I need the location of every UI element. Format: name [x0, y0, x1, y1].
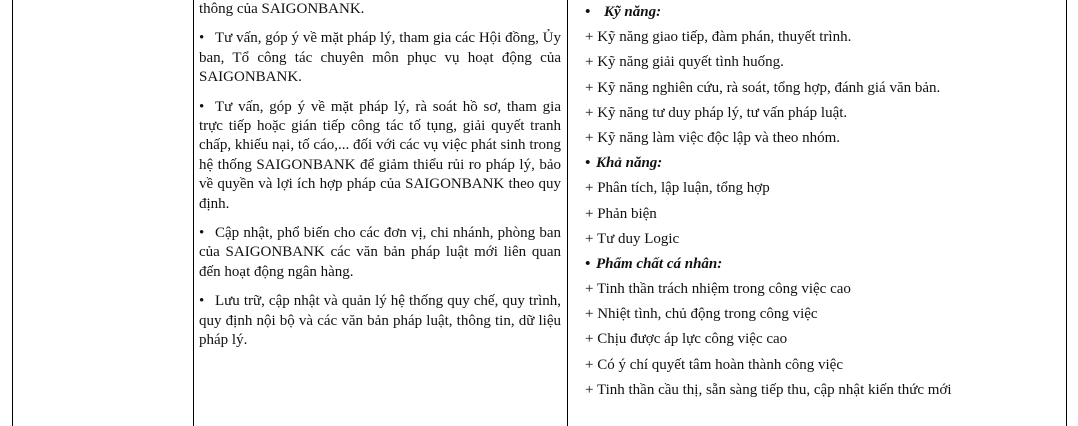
duty-continuation: thông của SAIGONBANK.: [199, 1, 365, 17]
skill-item: + Kỹ năng giải quyết tình huống.: [585, 54, 784, 71]
quality-item: + Tinh thần trách nhiệm trong công việc cao: [585, 281, 851, 298]
duty-item-1: • Tư vấn, góp ý về mặt pháp lý, tham gia các Hội đồng, Ủy ban, Tổ công tác chuyên môn phục vụ hoạt động của SAIGONBANK.: [199, 29, 561, 87]
ability-item: + Tư duy Logic: [585, 230, 680, 247]
abilities-heading: • Khả năng:: [585, 151, 1055, 176]
table-border-right: [1066, 0, 1067, 426]
table-border-col1: [193, 0, 194, 426]
requirements-cell: [585, 0, 1055, 403]
duties-cell: [199, 0, 561, 351]
bullet-icon: •: [585, 155, 591, 172]
qualities-heading: • Phẩm chất cá nhân:: [585, 252, 1055, 277]
duty-item-4: • Lưu trữ, cập nhật và quản lý hệ thống quy chế, quy trình, quy định nội bộ và các văn bản pháp luật, thông tin, dữ liệu pháp lý.: [199, 292, 561, 350]
ability-item: + Phân tích, lập luận, tổng hợp: [585, 180, 770, 197]
duty-item-2: • Tư vấn, góp ý về mặt pháp lý, rà soát hồ sơ, tham gia trực tiếp hoặc gián tiếp công tác tố tụng, giải quyết tranh chấp, khiếu nại, tố cáo,... đối với các vụ việc phát sinh trong hệ thống SAIGONBANK để giảm thiểu rủi ro pháp lý, bảo về quyền và lợi ích hợp pháp của SAIGONBANK theo quy định.: [199, 98, 561, 214]
quality-item: + Có ý chí quyết tâm hoàn thành công việc: [585, 356, 843, 373]
bullet-icon: •: [585, 255, 591, 272]
quality-item: + Nhiệt tình, chủ động trong công việc: [585, 306, 818, 323]
skill-item: + Kỹ năng giao tiếp, đàm phán, thuyết trình.: [585, 29, 852, 46]
bullet-icon: •: [585, 4, 591, 20]
duty-item-3: • Cập nhật, phổ biến cho các đơn vị, chi nhánh, phòng ban của SAIGONBANK các văn bản pháp luật mới liên quan đến hoạt động ngân hàng.: [199, 224, 561, 282]
skill-item: + Kỹ năng tư duy pháp lý, tư vấn pháp luật.: [585, 104, 848, 121]
skill-item: + Kỹ năng làm việc độc lập và theo nhóm.: [585, 129, 841, 146]
quality-item: + Tinh thần cầu thị, sẵn sàng tiếp thu, cập nhật kiến thức mới: [585, 381, 952, 398]
quality-item: + Chịu được áp lực công việc cao: [585, 331, 788, 348]
table-border-col2: [567, 0, 568, 426]
skill-item: + Kỹ năng nghiên cứu, rà soát, tổng hợp, đánh giá văn bản.: [585, 79, 941, 96]
ability-item: + Phản biện: [585, 205, 657, 222]
skills-heading: • Kỹ năng:: [585, 0, 1055, 25]
table-border-left: [12, 0, 13, 426]
